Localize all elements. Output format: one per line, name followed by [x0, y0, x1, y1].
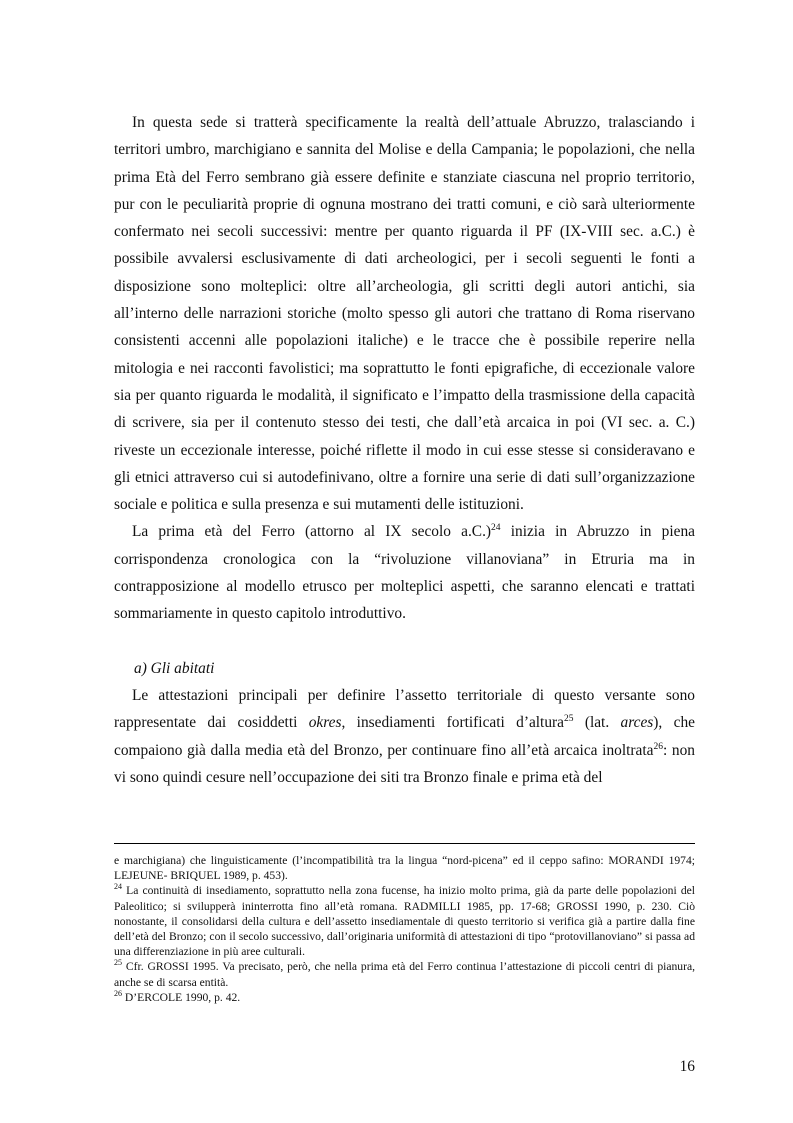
paragraph-iron-age: [114, 518, 695, 627]
footnote-25: [114, 959, 695, 989]
footnote-continuation: e marchigiana) che linguisticamente (l’incompatibilità tra la lingua “nord-picena” ed il ceppo safino: MORANDI 1974; LEJEUNE- BRIQUEL 1989, p. 453).: [114, 854, 695, 883]
text-span: (lat.: [573, 714, 621, 732]
page-number: 16: [679, 1058, 695, 1075]
term-arces: arces: [620, 714, 654, 732]
footnotes: [114, 853, 695, 1005]
footnote-text: Cfr. GROSSI 1995. Va precisato, però, che nella prima età del Ferro continua l’attestazione di piccoli centri di pianura, anche se di scarsa entità.: [114, 960, 695, 989]
footnote-24: [114, 883, 695, 959]
paragraph-settlements: [114, 682, 695, 791]
footnote-divider: [114, 843, 695, 844]
footnote-ref-25[interactable]: 25: [563, 714, 574, 725]
footnote-26: [114, 990, 695, 1005]
text-span: Le attestazioni principali per definire l’assetto territoriale di questo versante sono rappresentate dai cosiddetti: [114, 686, 695, 732]
footnote-text: D’ERCOLE 1990, p. 42.: [122, 990, 241, 1004]
footnote-text: La continuità di insediamento, soprattutto nella zona fucense, ha inizio molto prima, già da parte delle popolazioni del Paleolitico; si svilupperà ininterrotta fino all’età romana. RADMILLI 1985, pp. 17-68; GROSSI 1990, p. 230. Ciò nonostante, il consolidarsi della cultura e dell’assetto insediamentale di questo territorio si verifica già a partire dalla fine dell’età del Bronzo; con il secolo successivo, dall’originaria uniformità di attestazioni di tipo “protovillanoviano” si passa ad una differenziazione in più aree culturali.: [114, 884, 695, 959]
paragraph-intro: In questa sede si tratterà specificamente la realtà dell’attuale Abruzzo, tralasciando i territori umbro, marchigiano e sannita del Molise e della Campania; le popolazioni, che nella prima Età del Ferro sembrano già essere definite e stanziate ciascuna nel proprio territorio, pur con le peculiarità proprie di ognuna mostrano dei tratti comuni, e ciò sarà ulteriormente confermato nei secoli successivi: mentre per quanto riguarda il PF (IX-VIII sec. a.C.) è possibile avvalersi esclusivamente di dati archeologici, per i secoli seguenti le fonti a disposizione sono molteplici: oltre all’archeologia, gli scritti degli autori antichi, sia all’interno delle narrazioni storiche (molto spesso gli autori che trattano di Roma riservano consistenti accenni alle popolazioni italiche) e le tracce che è possibile reperire nella mitologia e nei racconti favolistici; ma soprattutto le fonti epigrafiche, di eccezionale valore sia per quanto riguarda le modalità, il significato e l’impatto della trasmissione della capacità di scrivere, sia per il contenuto stesso dei testi, che dall’età arcaica in poi (VI sec. a. C.) riveste un eccezionale interesse, poiché riflette il modo in cui esse stesse si consideravano e gli etnici attraverso cui si autodefinivano, oltre a fornire una serie di dati sull’organizzazione sociale e politica e sulla presenza e sui mutamenti delle istituzioni.: [114, 114, 695, 514]
footnote-ref-26[interactable]: 26: [653, 741, 663, 752]
footnote-ref-24[interactable]: 24: [491, 523, 501, 534]
footnote-number: 25: [114, 958, 122, 968]
term-okres: okres: [308, 714, 342, 732]
text-span: La prima età del Ferro (attorno al IX secolo a.C.): [132, 523, 492, 541]
text-span: : non vi sono quindi cesure nell’occupazione dei siti tra Bronzo finale e prima età del: [114, 741, 695, 786]
main-text: [114, 109, 695, 791]
text-span: ), che compaiono già dalla media età del Bronzo, per continuare fino all’età arcaica inoltrata: [114, 714, 695, 759]
footnote-number: 26: [114, 988, 122, 998]
footnote-number: 24: [114, 882, 122, 892]
text-span: , insediamenti fortificati d’altura: [341, 714, 564, 732]
section-heading-abitati: a) Gli abitati: [134, 659, 215, 677]
text-span: inizia in Abruzzo in piena corrispondenza cronologica con la “rivoluzione villanoviana” in Etruria ma in contrapposizione al modello etrusco per molteplici aspetti, che saranno elencati e trattati sommariamente in questo capitolo introduttivo.: [114, 523, 695, 623]
